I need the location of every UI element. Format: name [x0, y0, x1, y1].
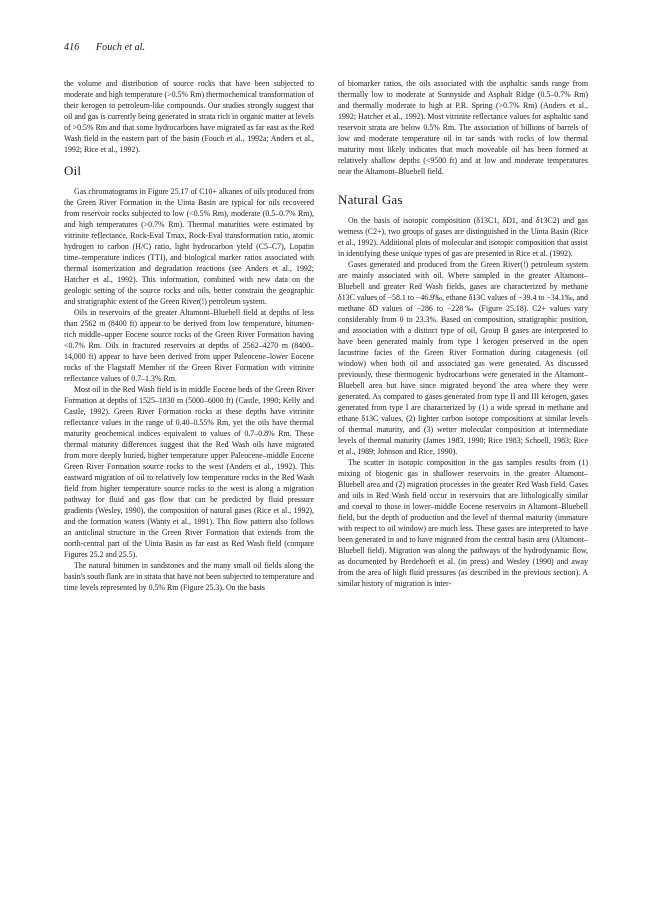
running-authors: Fouch et al.: [95, 42, 146, 53]
paragraph: of biomarker ratios, the oils associated with the asphaltic sands range from thermally low to moderate at Sunnyside and Asphalt Ridge (0.5–0.7% Rm) and thermally moderate to high at P.R. Spring (>0.7% Rm) (Anders et al., 1992; Hatcher et al., 1992). Most vitrinite reflectance values for asphaltic sand reservoir strata are below 0.5% Rm. The association of billions of barrels of low and moderate temperature oil in tar sands with rocks of low thermal maturity most likely indicates that much moveable oil has been formed at relatively shallow depths (<9500 ft) and at low and moderate temperatures near the Altamont–Bluebell field.: [338, 79, 588, 176]
page-number: 416: [64, 42, 80, 53]
section-heading-oil: Oil: [64, 163, 82, 178]
running-header: [64, 42, 145, 53]
paragraph: The natural bitumen in sandstones and the many small oil fields along the basin's south flank are in strata that have not been subjected to temperature and time levels represented by 0.5% Rm (Figure 25.3). On the basis: [64, 561, 314, 592]
right-column: [338, 78, 588, 589]
paragraph: Most oil in the Red Wash field is in middle Eocene beds of the Green River Formation at depths of 1525–1830 m (5000–6000 ft) (Castle, 1990; Kelly and Castle, 1992). Green River Formation rocks at these depths have vitrinite reflectance values in the range of 0.40–0.55% Rm, yet the oils have thermal maturity geochemical indices equivalent to values of 0.7–0.8% Rm. These thermal maturity differences suggest that the Red Wash oils have migrated from more deeply buried, higher temperature upper Paleocene–middle Eocene Green River Formation source rocks to the west (Anders et al., 1992). This eastward migration of oil to relatively low temperature rocks in the Red Wash field from higher temperature source rocks to the west is along a migration pathway for fluid and gas flow that can be predicted by fluid pressure gradients (Wesley, 1990), the composition of natural gases (Rice et al., 1992), and the formation waters (Wanty et al., 1991). This flow pattern also follows an anticlinal structure in the Green River Formation that extends from the north-central part of the Uinta Basin as far east as Red Wash field (compare Figures 25.2 and 25.5).: [64, 385, 314, 559]
paragraph: the volume and distribution of source rocks that have been subjected to moderate and high temperature (>0.5% Rm) thermochemical transformation of their kerogen to petroleum-like compounds. Our studies strongly suggest that oil and gas is currently being generated in strata rich in organic matter at levels of >0.5% Rm and that some hydrocarbons have migrated as far east as the Red Wash field in the eastern part of the basin (Fouch et al., 1992a; Anders et al., 1992; Rice et al., 1992).: [64, 79, 314, 154]
paragraph: Gases generated and produced from the Green River(!) petroleum system are mainly associated with oil. Where sampled in the greater Altamont–Bluebell and greater Red Wash fields, gases are characterized by methane δ13C values of −58.1 to −46.9‰, ethane δ13C values of −39.4 to −34.1‰, and methane δD values of −286 to −228‰ (Figure 25.18). C2+ values vary considerably from 0 to 23.3%. Based on composition, stratigraphic position, and association with a distinct type of oil, Group B gases are interpreted to have been generated mainly from type I kerogen preserved in the open lacustrine facies of the Green River Formation during catagenesis (oil window) when both oil and associated gas were generated. As discussed previously, these thermogenic hydrocarbons were generated in the Altamont–Bluebell area but have since migrated beyond the area where they were generated. As compared to gases generated from type II and III kerogen, gases generated from type I are characterized by (1) a wide spread in methane and ethane δ13C values, (2) lighter carbon isotope compositions at similar levels of thermal maturity, and (3) wetter molecular composition at intermediate levels of thermal maturity (James 1983, 1990; Rice 1983; Schoell, 1983; Rice et al., 1989; Johnson and Rice, 1990).: [338, 260, 588, 456]
left-column: [64, 78, 314, 593]
paragraph: On the basis of isotopic composition (δ13C1, δD1, and δ13C2) and gas wetness (C2+), two groups of gases are distinguished in the Uinta Basin (Rice et al., 1992). Additional plots of molecular and isotopic composition that assist in identifying these unique types of gas are presented in Rice et al. (1992).: [338, 216, 588, 258]
paragraph: The scatter in isotopic composition in the gas samples results from (1) mixing of biogenic gas in shallower reservoirs in the greater Altamont–Bluebell area and (2) migration processes in the greater Red Wash field. Gases and oils in Red Wash field occur in reservoirs that are lithologically similar and coeval to those in lower–middle Eocene reservoirs in Altamont–Bluebell field, but the depth of production and the level of thermal maturity (immature with respect to oil window) are much less. These gases are interpreted to have been generated in and to have migrated from the central basin area (Altamont–Bluebell field). Migration was along the pathways of the hydrodynamic flow, as documented by Bredehoeft et al. (in press) and Wesley (1990) and away from the area of high fluid pressures (as described in the previous section). A similar history of migration is inter-: [338, 458, 588, 588]
section-heading-natural-gas: Natural Gas: [338, 192, 403, 207]
paragraph: Gas chromatograms in Figure 25.17 of C10+ alkanes of oils produced from the Green River Formation in the Uinta Basin are typical for oils recovered from reservoir rocks subjected to low (<0.5% Rm), moderate (0.5–0.7% Rm), and high temperatures (>0.7% Rm). Thermal maturities were estimated by vitrinite reflectance, Rock-Eval Tmax, Rock-Eval transformation ratio, atomic hydrogen to carbon (H/C) ratio, light hydrocarbon yield (C5–C7), Lopatin time–temperature indices (TTI), and biological marker ratios associated with thermal isomerization and degradation reactions (see Anders et al., 1992; Hatcher et al., 1992). This information, combined with new data on the geologic setting of the source rocks and oils, better constrain the geographic and stratigraphic extent of the Green River(!) petroleum system.: [64, 187, 314, 306]
paragraph: Oils in reservoirs of the greater Altamont–Bluebell field at depths of less than 2562 m (8400 ft) appear to be derived from low temperature, bitumen-rich middle–upper Eocene source rocks of the Green River Formation having <0.7% Rm. Oils in fractured reservoirs at depths of 2562–4270 m (8400–14,000 ft) appear to have been derived from upper Paleocene–lower Eocene rocks of the Flagstaff Member of the Green River Formation with vitrinite reflectance values of 0.7–1.3% Rm.: [64, 308, 314, 383]
